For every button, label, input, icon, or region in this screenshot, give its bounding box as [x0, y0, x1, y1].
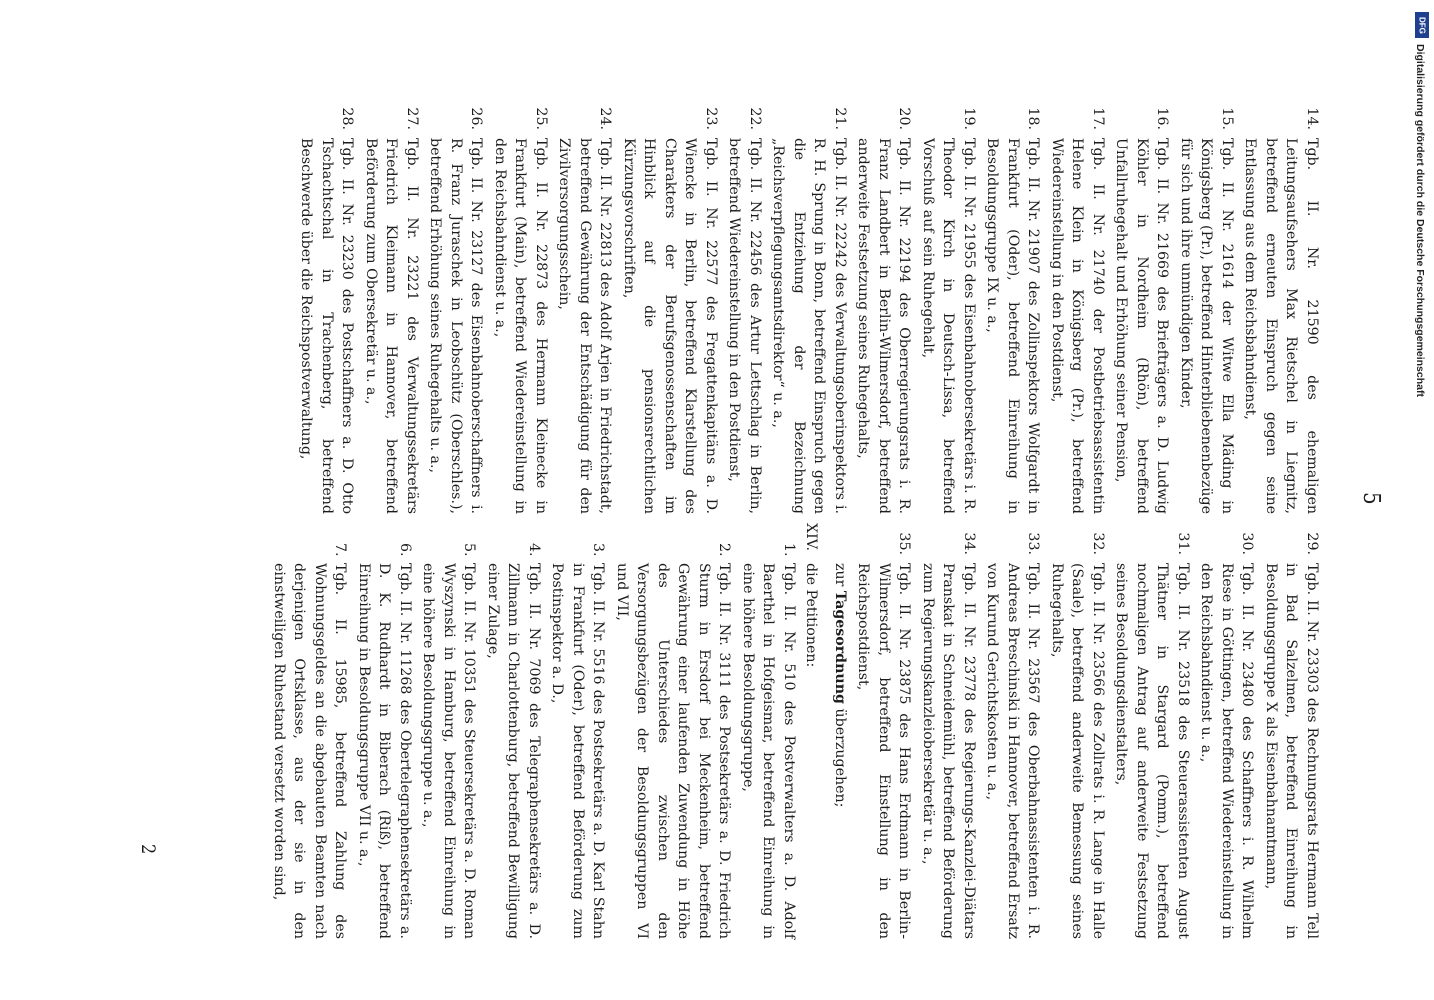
item-number: 5.: [461, 543, 478, 557]
item-text: Tgb. II. Nr. 23221 des Verwaltungssekretärs Friedrich Kleimann in Hannover, betreffend Beförderung zum Obersekretär u. a.,: [363, 138, 420, 514]
dfg-logo: DFG: [1415, 12, 1429, 38]
item-text: Tgb. II. Nr. 21907 des Zollinspektors Wolfgardt in Frankfurt (Oder), betreffend Einreihung in Besoldungsgruppe IX u. a.,: [984, 138, 1042, 514]
item-text: Tgb. II. Nr. 23567 des Oberbahnassistenten i. R. Andreas Breschinski in Hannover, betreffend Ersatz von Kurund Gerichtskosten u. a.,: [984, 563, 1042, 939]
list-item: [982, 523, 1044, 939]
item-number: 17.: [1090, 107, 1106, 130]
list-item: [483, 523, 545, 939]
section-heading: [801, 523, 822, 939]
item-number: 2.: [716, 543, 733, 557]
item-number: 20.: [896, 107, 913, 130]
agenda-prefix: zur: [832, 563, 848, 587]
agenda-resolution-line: [830, 523, 851, 939]
list-item: [490, 98, 552, 514]
list-item: [738, 523, 800, 939]
list-item: [853, 523, 915, 939]
list-item: [1111, 98, 1173, 514]
list-item: [1176, 98, 1238, 514]
item-text: Tgb. II. Nr. 21955 des Eisenbahnobersekretärs i. R. Theodor Kirch in Deutsch-Lissa, betreffend Vorschuß auf sein Ruhegehalt,: [920, 138, 977, 514]
list-item: [1111, 523, 1193, 939]
list-item: [1240, 98, 1322, 514]
item-text: Tgb. II. Nr. 11268 des Obertelegraphensekretärs a. D. K. Rudhardt in Biberach (Riß), betreffend Einreihung in Besoldungsgruppe VII u. a.,: [356, 563, 413, 939]
item-text: Tgb. II. Nr. 5516 des Postsekretärs a. D. Karl Stahn in Frankfurt (Oder), betreffend Beförderung zum Postinspektor a. D.,: [549, 563, 607, 939]
item-number: 30.: [1239, 532, 1256, 555]
item-text: Tgb. II. Nr. 23778 des Regierungs-Kanzlei-Diätars Pranskat in Schneidemühl, betreffend Beförderung zum Regierungskanzleiobersekretär u. a.,: [920, 563, 977, 939]
item-number: 22.: [747, 107, 763, 130]
left-column: [293, 98, 1322, 514]
item-text: Tgb. II. Nr. 23127 des Eisenbahnoberschaffners i. R. Franz Juraschek in Leobschütz (Oberschles.), betreffend Erhöhung seines Ruhegehalts u. a.,: [427, 138, 485, 514]
item-text: Tgb. II. Nr. 21669 des Briefträgers a. D. Ludwig Köhler in Nordheim (Rhön), betreffend Unfallruhegehalt und Erhöhung seiner Pension,: [1113, 138, 1171, 514]
list-item: [418, 523, 480, 939]
list-item: [354, 523, 416, 939]
item-number: 29.: [1304, 532, 1320, 555]
item-text: Tgb. II. 15985, betreffend Zahlung des Wohnungsgeldes an die abgebauten Beamten nach derjenigen Ortsklasse, aus der sie in den einstweiligen Ruhestand versetzt worden sind,: [271, 563, 349, 939]
item-number: 35.: [896, 532, 913, 555]
item-number: 25.: [533, 107, 549, 130]
item-text: Tgb. II. Nr. 21614 der Witwe Ella Mäding in Königsberg (Pr.), betreffend Hinterbliebenenbezüge für sich und ihre unmündigen Kinder,: [1178, 138, 1235, 514]
item-number: 26.: [468, 107, 485, 130]
digitization-attribution: [1412, 8, 1432, 998]
agenda-keyword: Tagesordnung: [832, 590, 848, 704]
item-number: 6.: [397, 543, 413, 557]
list-item: [1047, 98, 1109, 514]
agenda-suffix: überzugehen;: [832, 708, 848, 808]
list-item: [612, 523, 735, 939]
item-text: Tgb. II. Nr. 23230 des Postschaffners a. D. Otto Tschachtschal in Trachenberg, betreffend Beschwerde über die Reichspostverwaltung,: [298, 138, 356, 514]
item-number: 4.: [526, 543, 542, 557]
list-item: [547, 523, 609, 939]
list-item: [918, 523, 980, 939]
item-number: 27.: [404, 107, 420, 130]
item-text: Tgb. II. Nr. 510 des Postverwalters a. D. Adolf Baerthel in Hofgeismar, betreffend Einreihung in eine höhere Besoldungsgruppe,: [740, 563, 797, 939]
list-item: [853, 98, 915, 514]
list-item: [619, 98, 722, 514]
item-number: 34.: [961, 532, 977, 555]
item-number: 1.: [781, 543, 797, 557]
list-item: [1196, 523, 1258, 939]
section-numeral: XIV.: [803, 523, 820, 551]
item-text: Tgb. II. Nr. 23518 des Steuerassistenten August Thätner in Stargard (Pomm.), betreffend nochmaligen Antrag auf anderweite Festsetzung seines Besoldungsdienstalters,: [1113, 563, 1191, 939]
item-number: 15.: [1219, 107, 1235, 130]
item-text: Tgb. II. Nr. 23875 des Hans Erdmann in Berlin-Wilmersdorf, betreffend Einstellung in den Reichspostdienst,: [855, 563, 913, 939]
item-text: Tgb. II. Nr. 23566 des Zollrats i. R. Lange in Halle (Saale), betreffend anderweite Bemessung seines Ruhegehalts,: [1049, 563, 1106, 939]
list-item: [361, 98, 423, 514]
list-item: [425, 98, 487, 514]
item-number: 16.: [1154, 107, 1171, 130]
item-number: 14.: [1304, 107, 1320, 130]
list-item: [768, 98, 850, 514]
item-text: Tgb. II. Nr. 7069 des Telegraphensekretärs a. D. Zillmann in Charlottenburg, betreffend Bewilligung einer Zulage,: [485, 563, 542, 939]
section-title: die Petitionen:: [803, 563, 820, 668]
list-item: [554, 98, 616, 514]
item-number: 32.: [1090, 532, 1106, 555]
item-text: Tgb. II. Nr. 23480 des Schaffners i. R. Wilhelm Riese in Göttingen, betreffend Wiedereinstellung in den Reichsbahndienst u. a.,: [1198, 563, 1256, 939]
item-number: 21.: [832, 107, 848, 130]
item-number: 28.: [339, 107, 356, 130]
item-number: 23.: [703, 107, 719, 130]
attribution-text: Digitalisierung gefördert durch die Deutsche Forschungsgemeinschaft: [1414, 44, 1426, 397]
item-number: 31.: [1175, 532, 1191, 555]
item-number: 18.: [1025, 107, 1042, 130]
list-item: [269, 523, 351, 939]
item-number: 24.: [597, 107, 614, 130]
item-number: 33.: [1025, 532, 1042, 555]
item-number: 19.: [961, 107, 977, 130]
right-column: [266, 523, 1323, 939]
item-text: Tgb. II. Nr. 22873 des Hermann Kleinecke in Frankfurt (Main), betreffend Wiedereinstellung in den Reichsbahndienst u. a.,: [492, 138, 549, 514]
item-text: Tgb. II. Nr. 22194 des Oberregierungsrats i. R. Franz Landbert in Berlin-Wilmersdorf, betreffend anderweite Festsetzung seines Ruhegehalts,: [855, 138, 913, 514]
item-text: Tgb. II. Nr. 21590 des ehemaligen Leitungsaufsehers Max Rietschel in Liegnitz, betreffend erneuten Einspruch gegen seine Entlassung aus dem Reichsbahndienst,: [1242, 138, 1320, 514]
item-text: Tgb. II. Nr. 22242 des Verwaltungsoberinspektors i. R. H. Sprung in Bonn, betreffend Einspruch gegen die Entziehung der Bezeichnung „Reichsverpflegungsamtsdirektor“ u. a.,: [770, 138, 848, 514]
list-item: [1261, 523, 1323, 939]
list-item: [296, 98, 358, 514]
list-item: [1047, 523, 1109, 939]
item-text: Tgb. II. Nr. 22813 des Adolf Arjen in Friedrichstadt, betreffend Gewährung der Entschädigung für den Zivilversorgungsschein,: [556, 138, 614, 514]
item-text: Tgb. II. Nr. 10351 des Steuersekretärs a. D. Roman Wyszynski in Hamburg, betreffend Einreihung in eine höhere Besoldungsgruppe u. a.,: [420, 563, 478, 939]
item-number: 3.: [590, 543, 607, 557]
item-text: Tgb. II. Nr. 23303 des Rechnungsrats Hermann Tell in Bad Salzelmen, betreffend Einreihung in Besoldungsgruppe X als Eisenbahnamtmann,: [1263, 563, 1320, 939]
item-text: Tgb. II. Nr. 21740 der Postbetriebsassistentin Helene Klein in Königsberg (Pr.), betreffend Wiedereinstellung in den Postdienst,: [1049, 138, 1106, 514]
list-item: [982, 98, 1044, 514]
bottom-page-number: 2: [137, 844, 160, 855]
item-number: 7.: [332, 543, 349, 557]
item-text: Tgb. II. Nr. 22577 des Fregattenkapitäns a. D. Wiencke in Berlin, betreffend Klarstellung des Charakters der Berufsgenossenschaften im Hinblick auf die pensionsrechtlichen Kürzungsvorschriften,: [621, 138, 719, 514]
page-number: 5: [1358, 492, 1386, 505]
item-text: Tgb. II. Nr. 3111 des Postsekretärs a. D. Friedrich Sturm in Ersdorf bei Meckenheim, betreffend Gewährung einer laufenden Zuwendung in Höhe des Unterschiedes zwischen den Versorgungsbezügen der Besoldungsgruppen VI und VII,: [614, 563, 733, 939]
list-item: [918, 98, 980, 514]
list-item: [724, 98, 765, 514]
item-text: Tgb. II. Nr. 22456 des Artur Lettschlag in Berlin, betreffend Wiedereinstellung in den Postdienst,: [726, 138, 763, 514]
